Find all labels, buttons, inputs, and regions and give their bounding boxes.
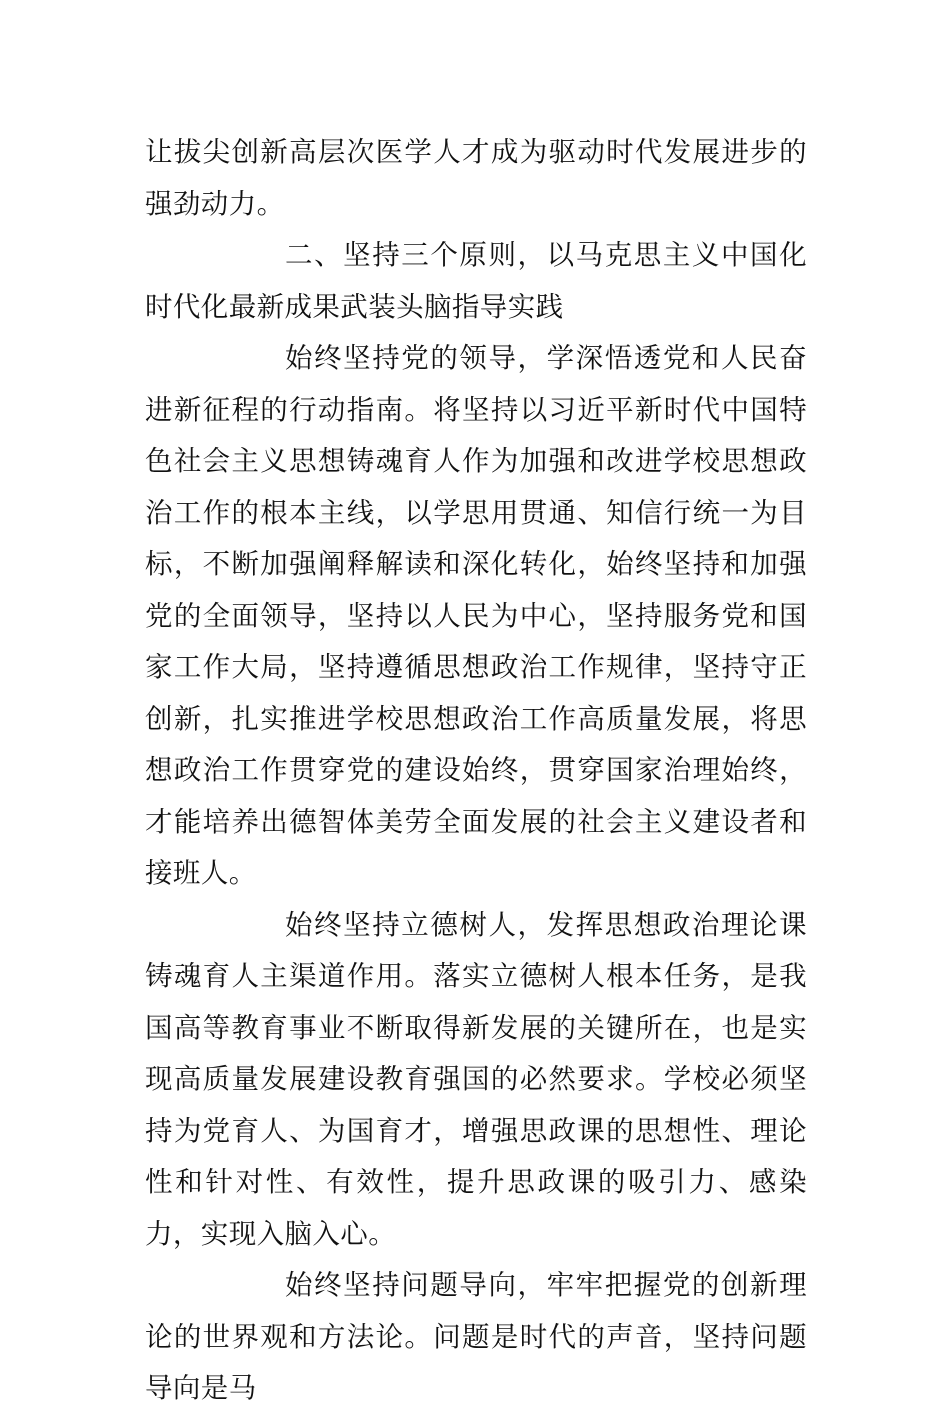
section-heading: 二、坚持三个原则，以马克思主义中国化时代化最新成果武装头脑指导实践 (145, 239, 807, 323)
paragraph-continuation: 让拔尖创新高层次医学人才成为驱动时代发展进步的强劲动力。 (145, 136, 807, 220)
paragraph-party-leadership: 始终坚持党的领导，学深悟透党和人民奋进新征程的行动指南。将坚持以习近平新时代中国特色社会主义思想铸魂育人作为加强和改进学校思想政治工作的根本主线，以学思用贯通、知信行统一为目标，不断加强阐释解读和深化转化，始终坚持和加强党的全面领导，坚持以人民为中心，坚持服务党和国家工作大局，坚持遵循思想政治工作规律，坚持守正创新，扎实推进学校思想政治工作高质量发展，将思想政治工作贯穿党的建设始终，贯穿国家治理始终，才能培养出德智体美劳全面发展的社会主义建设者和接班人。 (145, 342, 807, 889)
paragraph-moral-education: 始终坚持立德树人，发挥思想政治理论课铸魂育人主渠道作用。落实立德树人根本任务，是我国高等教育事业不断取得新发展的关键所在，也是实现高质量发展建设教育强国的必然要求。学校必须坚持为党育人、为国育才，增强思政课的思想性、理论性和针对性、有效性，提升思政课的吸引力、感染力，实现入脑入心。 (145, 908, 807, 1250)
paragraph-problem-orientation: 始终坚持问题导向，牢牢把握党的创新理论的世界观和方法论。问题是时代的声音，坚持问题导向是马 (145, 1269, 807, 1404)
document-body (145, 127, 807, 1415)
